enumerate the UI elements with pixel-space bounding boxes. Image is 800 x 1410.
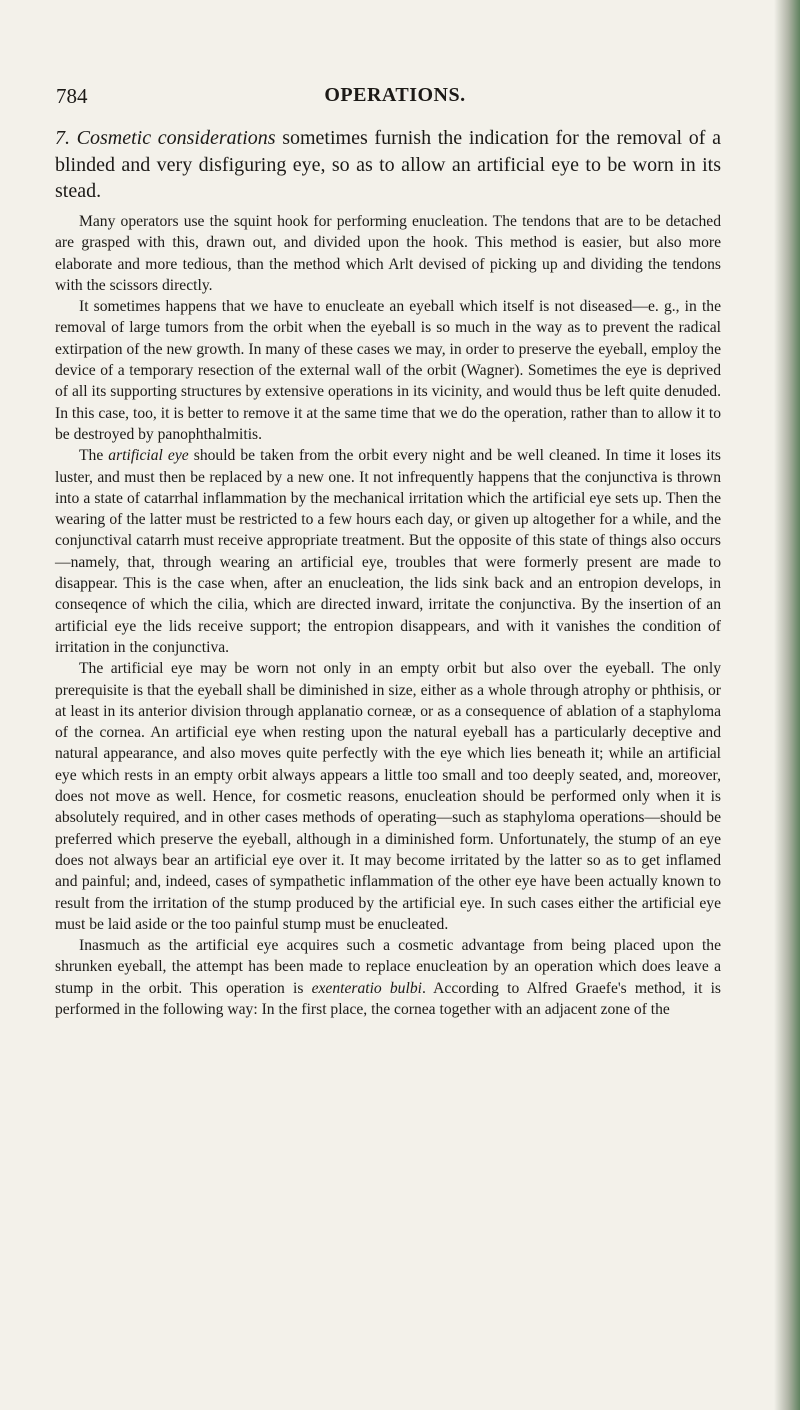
paragraph: Many operators use the squint hook for performing enucleation. The tendons that are to be detached are grasped with this, drawn out, and divided upon the hook. This method is easier, but also more elaborate and more tedious, than the method which Arlt devised of picking up and dividing the tendons with the scissors directly. [55, 213, 721, 294]
paragraph-text: . According to Alfred Graefe's method, it is performed in the following way: In the first place, the cornea together with an adjacent zone of the [55, 979, 721, 1018]
italic-term: exenteratio bulbi [311, 979, 422, 997]
lead-paragraph [55, 125, 721, 205]
page-number: 784 [56, 84, 88, 108]
paragraph-text: Inasmuch as the artificial eye acquires such a cosmetic advantage from being placed upon the shrunken eyeball, the attempt has been made to replace enucleation by an operation which does leave a stump in the orbit. This operation is [55, 937, 721, 997]
paragraph-text: The [79, 447, 109, 465]
italic-term: artificial eye [108, 447, 189, 465]
paragraph: The artificial eye may be worn not only in an empty orbit but also over the eyeball. The only prerequisite is that the eyeball shall be diminished in size, either as a whole through atrophy or phthisis, or at least in its anterior division through applanatio corneæ, or as a consequence of ablation of a staphyloma of the cornea. An artificial eye when resting upon the natural eyeball has a particularly deceptive and natural appearance, and also moves quite perfectly with the eye which lies beneath it; while an artificial eye which rests in an empty orbit always appears a little too small and too deeply seated, and, moreover, does not move as well. Hence, for cosmetic reasons, enucleation should be performed only when it is absolutely required, and in other cases methods of operating—such as staphyloma operations—should be preferred which preserve the eyeball, although in a diminished form. Unfortunately, the stump of an eye does not always bear an artificial eye over it. It may become irritated by the latter so as to get inflamed and painful; and, indeed, cases of sympathetic inflammation of the other eye have been actually known to result from the irritation of the stump produced by the artificial eye. In such cases either the artificial eye must be laid aside or the too painful stump must be enucleated. [55, 660, 721, 933]
running-title: OPERATIONS. [324, 84, 466, 106]
page-edge-shadow [774, 0, 800, 1410]
paragraph-text: should be taken from the orbit every night and be well cleaned. In time it loses its luster, and must then be replaced by a new one. It not infrequently happens that the conjunctiva is thrown into a state of catarrhal inflammation by the mechanical irritation which the artificial eye sets up. Then the wearing of the latter must be restricted to a few hours each day, or given up altogether for a while, and the conjunctival catarrh must receive appropriate treatment. But the opposite of this state of things also occurs—namely, that, through wearing an artificial eye, troubles that were formerly present are made to disappear. This is the case when, after an enucleation, the lids sink back and an entropion develops, in conseqence of which the cilia, which are directed inward, irritate the conjunctiva. By the insertion of an artificial eye the lids receive support; the entropion disappears, and with it vanishes the condition of irritation in the conjunctiva. [55, 447, 721, 656]
lead-text: sometimes furnish the indication for the removal of a blinded and very disfiguring eye, so as to allow an artificial eye to be worn in its stead. [55, 127, 721, 202]
section-title: Cosmetic considerations [76, 127, 276, 149]
body-text [55, 211, 721, 1020]
page-header [0, 84, 800, 114]
section-number: 7. [55, 127, 70, 149]
paragraph: It sometimes happens that we have to enucleate an eyeball which itself is not diseased—e. g., in the removal of large tumors from the orbit when the eyeball is so much in the way as to prevent the radical extirpation of the new growth. In many of these cases we may, in order to preserve the eyeball, employ the device of a temporary resection of the external wall of the orbit (Wagner). Sometimes the eye is deprived of all its supporting structures by extensive operations in its vicinity, and would thus be left quite denuded. In this case, too, it is better to remove it at the same time that we do the operation, rather than to allow it to be destroyed by panophthalmitis. [55, 298, 721, 443]
paragraph [55, 935, 721, 1020]
paragraph [55, 445, 721, 658]
